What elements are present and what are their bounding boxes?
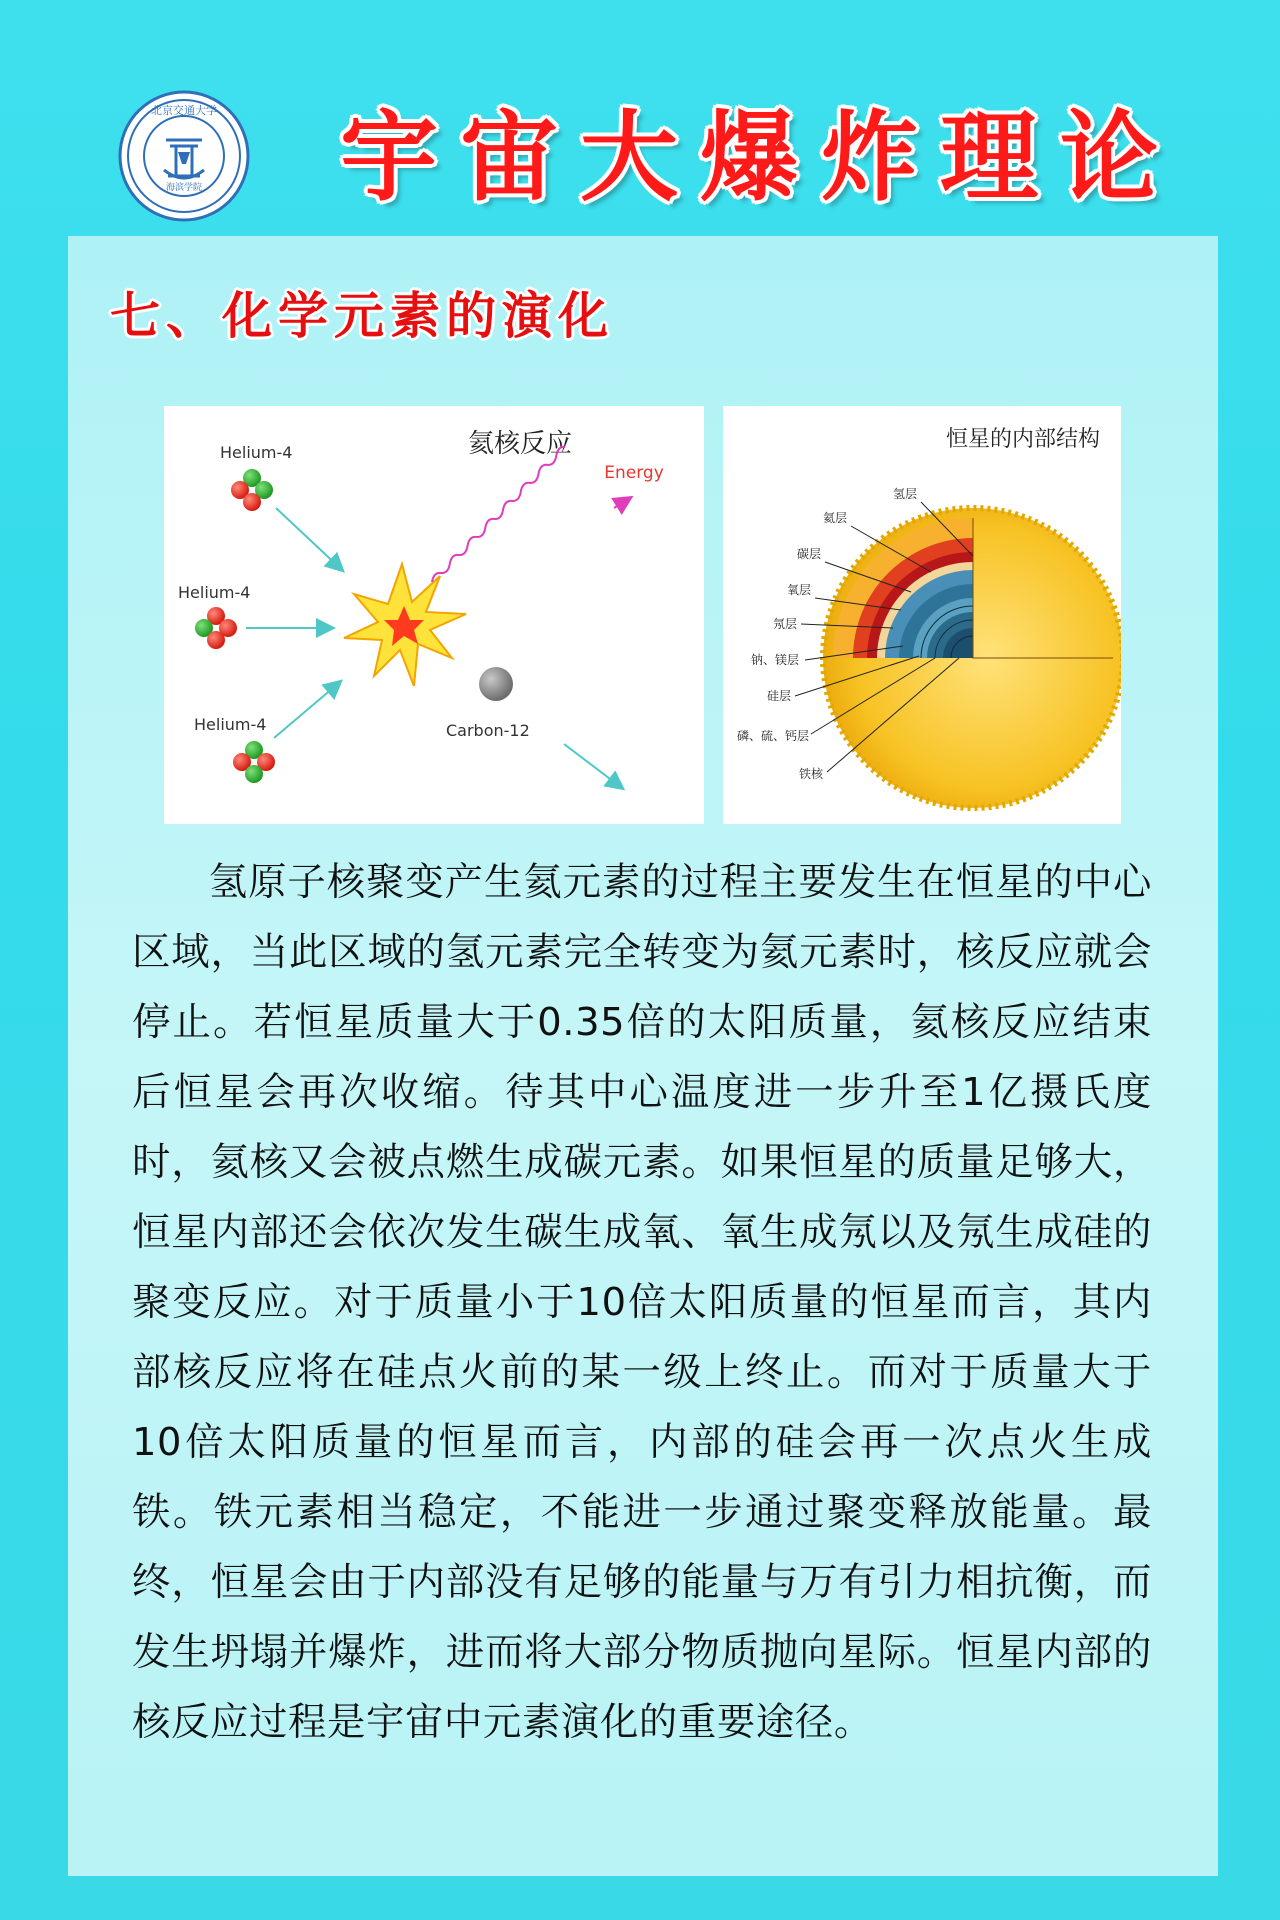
carbon-label: Carbon-12: [446, 721, 530, 740]
body-text: [132, 848, 1152, 1758]
star-structure-figure: [723, 406, 1121, 824]
layer-label-1: 氦层: [823, 511, 848, 525]
layer-label-6: 硅层: [767, 689, 792, 703]
helium-label-1: Helium-4: [220, 443, 293, 462]
layer-label-4: 氖层: [773, 617, 798, 631]
university-seal-icon: [118, 90, 250, 222]
layer-label-3: 氧层: [787, 583, 812, 597]
carbon-nucleus: [479, 667, 513, 701]
helium-nucleus-2: [195, 607, 237, 649]
layer-label-2: 碳层: [797, 547, 822, 561]
layer-label-5: 钠、镁层: [751, 653, 800, 667]
university-logo: [118, 90, 250, 222]
helium-label-2: Helium-4: [178, 583, 251, 602]
helium-nucleus-1: [231, 469, 273, 511]
figure-right-title: 恒星的内部结构: [945, 427, 1101, 452]
helium-nucleus-3: [233, 741, 275, 783]
body-paragraph: 氢原子核聚变产生氦元素的过程主要发生在恒星的中心区域，当此区域的氢元素完全转变为氦元素时，核反应就会停止。若恒星质量大于0.35倍的太阳质量，氦核反应结束后恒星会再次收缩。待其中心温度进一步升至1亿摄氏度时，氦核又会被点燃生成碳元素。如果恒星的质量足够大，恒星内部还会依次发生碳生成氧、氧生成氖以及氖生成硅的聚变反应。对于质量小于10倍太阳质量的恒星而言，其内部核反应将在硅点火前的某一级上终止。而对于质量大于10倍太阳质量的恒星而言，内部的硅会再一次点火生成铁。铁元素相当稳定，不能进一步通过聚变释放能量。最终，恒星会由于内部没有足够的能量与万有引力相抗衡，而发生坍塌并爆炸，进而将大部分物质抛向星际。恒星内部的核反应过程是宇宙中元素演化的重要途径。: [132, 860, 1152, 1745]
section-title: 七、化学元素的演化: [110, 287, 614, 345]
fusion-burst-icon: [344, 564, 466, 686]
layer-label-8: 铁核: [799, 767, 824, 781]
seal-ring-text: 北京交通大学: [151, 104, 217, 117]
seal-center-text: 海滨学院: [165, 183, 203, 193]
helium-label-3: Helium-4: [194, 715, 267, 734]
helium-reaction-figure: [164, 406, 704, 824]
energy-label: Energy: [604, 463, 664, 483]
layer-label-0: 氢层: [893, 487, 918, 501]
figure-left-title: 氦核反应: [467, 429, 573, 459]
layer-label-7: 磷、硫、钙层: [737, 729, 810, 743]
page-title: 宇宙大爆炸理论: [340, 101, 1181, 215]
